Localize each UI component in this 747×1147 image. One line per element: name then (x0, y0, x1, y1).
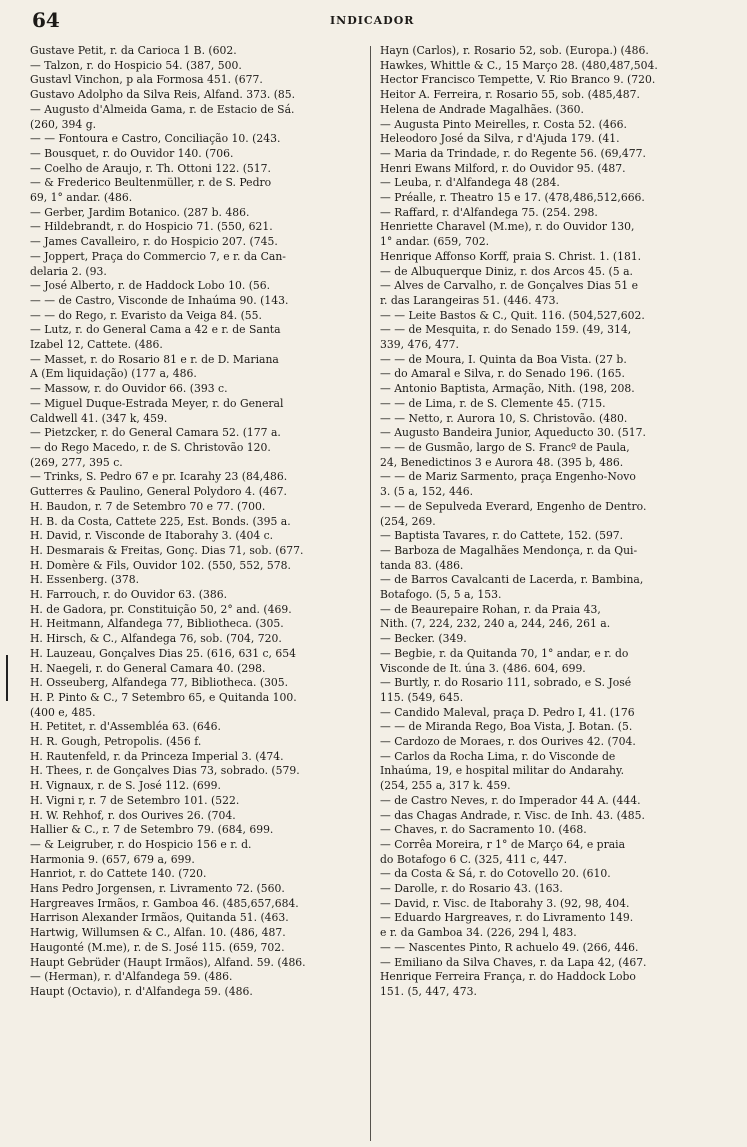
directory-entry: — Leuba, r. d'Alfandega 48 (284. (380, 176, 560, 190)
directory-entry: — Maria da Trindade, r. do Regente 56. (69,477. (380, 146, 646, 160)
directory-entry: H. Farrouch, r. do Ouvidor 63. (386. (30, 588, 228, 602)
directory-entry: H. W. Rehhof, r. dos Ourives 26. (704. (30, 808, 236, 822)
directory-entry: — Carlos da Rocha Lima, r. do Visconde de (380, 749, 616, 763)
directory-entry: Helena de Andrade Magalhães. (360. (380, 102, 584, 116)
directory-entry: — Augusto Bandeira Junior, Aqueducto 30. (517. (380, 426, 646, 440)
directory-entry: — & Leigruber, r. do Hospicio 156 e r. d. (30, 837, 252, 851)
directory-entry: H. Rautenfeld, r. da Princeza Imperial 3. (474. (30, 749, 284, 763)
directory-entry: — & Frederico Beultenmüller, r. de S. Pedro (30, 176, 272, 190)
directory-entry: Gutterres & Paulino, General Polydoro 4. (467. (30, 485, 287, 499)
directory-entry: — Alves de Carvalho, r. de Gonçalves Dias 51 e (380, 279, 638, 293)
directory-entry: Henri Ewans Milford, r. do Ouvidor 95. (487. (380, 161, 626, 175)
directory-entry: delaria 2. (93. (30, 264, 107, 278)
directory-entry: — — de Gusmão, largo de S. Francº de Paula, (380, 440, 630, 454)
directory-entry: — Bousquet, r. do Ouvidor 140. (706. (30, 146, 234, 160)
directory-entry: H. B. da Costa, Cattete 225, Est. Bonds. (395 a. (30, 514, 291, 528)
directory-entry: 115. (549, 645. (380, 690, 464, 704)
directory-entry: — Eduardo Hargreaves, r. do Livramento 149. (380, 911, 634, 925)
directory-entry: — Pietzcker, r. do General Camara 52. (177 a. (30, 426, 281, 440)
directory-entry: — Chaves, r. do Sacramento 10. (468. (380, 823, 587, 837)
directory-entry: — da Costa & Sá, r. do Cotovello 20. (610. (380, 867, 611, 881)
directory-entry: H. Lauzeau, Gonçalves Dias 25. (616, 631 c, 654 (30, 646, 297, 660)
directory-entry: — Miguel Duque-Estrada Meyer, r. do General (30, 396, 284, 410)
directory-entry: — Massow, r. do Ouvidor 66. (393 c. (30, 382, 228, 396)
margin-mark (6, 655, 8, 701)
running-head: INDICADOR (330, 14, 415, 27)
directory-entry: H. P. Pinto & C., 7 Setembro 65, e Quitanda 100. (30, 690, 297, 704)
directory-entry: — Raffard, r. d'Alfandega 75. (254. 298. (380, 205, 598, 219)
directory-entry: — — Nascentes Pinto, R achuelo 49. (266, 446. (380, 940, 639, 954)
directory-entry: H. Osseuberg, Alfandega 77, Bibliotheca. (305. (30, 676, 289, 690)
directory-entry: — Trinks, S. Pedro 67 e pr. Icarahy 23 (84,486. (30, 470, 288, 484)
directory-entry: — Emiliano da Silva Chaves, r. da Lapa 42, (467. (380, 955, 647, 969)
directory-entry: — de Castro Neves, r. do Imperador 44 A. (444. (380, 793, 641, 807)
directory-entry: H. Heitmann, Alfandega 77, Bibliotheca. (305. (30, 617, 284, 631)
directory-entry: Heitor A. Ferreira, r. Rosario 55, sob. (485,487. (380, 88, 640, 102)
directory-entry: Haupt Gebrüder (Haupt Irmãos), Alfand. 59. (486. (30, 955, 306, 969)
directory-entry: H. Naegeli, r. do General Camara 40. (298. (30, 661, 266, 675)
directory-entry: H. Hirsch, & C., Alfandega 76, sob. (704, 720. (30, 632, 282, 646)
directory-entry: — José Alberto, r. de Haddock Lobo 10. (56. (30, 279, 271, 293)
directory-entry: — — de Mariz Sarmento, praça Engenho-Novo (380, 470, 636, 484)
directory-entry: Harmonia 9. (657, 679 a, 699. (30, 852, 195, 866)
directory-entry: — do Rego Macedo, r. de S. Christovão 120. (30, 440, 271, 454)
directory-entry: H. R. Gough, Petropolis. (456 f. (30, 735, 202, 749)
directory-entry: H. de Gadora, pr. Constituição 50, 2° and. (469. (30, 602, 292, 616)
directory-entry: A (Em liquidação) (177 a, 486. (30, 367, 197, 381)
directory-entry: H. Vigni r, r. 7 de Setembro 101. (522. (30, 793, 240, 807)
directory-entry: — — de Miranda Rego, Boa Vista, J. Botan. (5. (380, 720, 633, 734)
directory-entry: Henrique Ferreira França, r. do Haddock Lobo (380, 970, 636, 984)
directory-entry: — Masset, r. do Rosario 81 e r. de D. Mariana (30, 352, 279, 366)
directory-entry: 339, 476, 477. (380, 338, 459, 352)
directory-entry: Hargreaves Irmãos, r. Gamboa 46. (485,657,684. (30, 896, 299, 910)
directory-entry: — (Herman), r. d'Alfandega 59. (486. (30, 970, 233, 984)
directory-entry: — — de Castro, Visconde de Inhaúma 90. (143. (30, 293, 289, 307)
directory-entry: 151. (5, 447, 473. (380, 985, 477, 998)
directory-entry: tanda 83. (486. (380, 558, 464, 572)
directory-entry: H. Desmarais & Freitas, Gonç. Dias 71, sob. (677. (30, 543, 304, 557)
left-column (30, 44, 364, 1000)
directory-entry: — — de Moura, I. Quinta da Boa Vista. (27 b. (380, 352, 627, 366)
page-header (30, 4, 727, 38)
directory-entry: H. Thees, r. de Gonçalves Dias 73, sobrado. (579. (30, 764, 300, 778)
directory-entry: — Cardozo de Moraes, r. dos Ourives 42. (704. (380, 735, 636, 749)
directory-entry: — Baptista Tavares, r. do Cattete, 152. (597. (380, 529, 624, 543)
directory-entry: H. Baudon, r. 7 de Setembro 70 e 77. (700. (30, 499, 266, 513)
directory-entry: — Begbie, r. da Quitanda 70, 1° andar, e r. do (380, 646, 629, 660)
directory-entry: e r. da Gamboa 34. (226, 294 l, 483. (380, 926, 577, 940)
directory-entry: H. Petitet, r. d'Assembléa 63. (646. (30, 720, 221, 734)
directory-entry: H. Essenberg. (378. (30, 573, 140, 587)
directory-entry: Henriette Charavel (M.me), r. do Ouvidor 130, (380, 220, 635, 234)
directory-entry: — — Leite Bastos & C., Quit. 116. (504,527,602. (380, 308, 645, 322)
directory-entry: Hayn (Carlos), r. Rosario 52, sob. (Europa.) (486. (380, 44, 649, 57)
directory-entry: Henrique Affonso Korff, praia S. Christ. 1. (181. (380, 249, 642, 263)
directory-entry: H. David, r. Visconde de Itaborahy 3. (404 c. (30, 529, 274, 543)
directory-entry: Hans Pedro Jorgensen, r. Livramento 72. (560. (30, 882, 285, 896)
directory-entry: Caldwell 41. (347 k, 459. (30, 411, 168, 425)
directory-entry: Heleodoro José da Silva, r d'Ajuda 179. (41. (380, 132, 620, 146)
directory-entry: — Augusto d'Almeida Gama, r. de Estacio de Sá. (30, 102, 295, 116)
directory-entry: 3. (5 a, 152, 446. (380, 485, 474, 499)
directory-entry: — Gerber, Jardim Botanico. (287 b. 486. (30, 205, 250, 219)
directory-entry: (260, 394 g. (30, 117, 97, 131)
directory-entry: r. das Larangeiras 51. (446. 473. (380, 293, 559, 307)
directory-entry: — Corrêa Moreira, r 1° de Março 64, e praia (380, 837, 626, 851)
directory-entry: Harrison Alexander Irmãos, Quitanda 51. (463. (30, 911, 289, 925)
directory-entry: — Burtly, r. do Rosario 111, sobrado, e S. José (380, 676, 632, 690)
directory-entry: — de Beaurepaire Rohan, r. da Praia 43, (380, 602, 601, 616)
page-number: 64 (32, 8, 60, 32)
directory-entry: Gustavo Adolpho da Silva Reis, Alfand. 373. (85. (30, 88, 296, 102)
directory-entry: — Antonio Baptista, Armação, Nith. (198, 208. (380, 382, 635, 396)
directory-entry: Hawkes, Whittle & C., 15 Março 28. (480,487,504. (380, 58, 658, 72)
directory-entry: Gustave Petit, r. da Carioca 1 B. (602. (30, 44, 237, 57)
directory-entry: — Barboza de Magalhães Mendonça, r. da Qui- (380, 543, 638, 557)
directory-entry: (254, 269. (380, 514, 436, 528)
directory-entry: Gustavl Vinchon, p ala Formosa 451. (677. (30, 73, 263, 87)
directory-entry: — — do Rego, r. Evaristo da Veiga 84. (55. (30, 308, 262, 322)
directory-entry: — Préalle, r. Theatro 15 e 17. (478,486,512,666. (380, 191, 645, 205)
directory-entry: — — de Sepulveda Everard, Engenho de Dentro. (380, 499, 647, 513)
directory-entry: 24, Benedictinos 3 e Aurora 48. (395 b, 486. (380, 455, 624, 469)
directory-entry: Izabel 12, Cattete. (486. (30, 338, 163, 352)
directory-entry: Visconde de It. úna 3. (486. 604, 699. (380, 661, 586, 675)
directory-entry: — de Albuquerque Diniz, r. dos Arcos 45. (5 a. (380, 264, 633, 278)
directory-entry: (254, 255 a, 317 k. 459. (380, 779, 511, 793)
directory-entry: — Becker. (349. (380, 632, 467, 646)
directory-entry: — — de Lima, r. de S. Clemente 45. (715. (380, 396, 606, 410)
directory-entry: 1° andar. (659, 702. (380, 235, 490, 249)
directory-entry: 69, 1° andar. (486. (30, 191, 133, 205)
directory-entry: — do Amaral e Silva, r. do Senado 196. (165. (380, 367, 625, 381)
directory-entry: — Augusta Pinto Meirelles, r. Costa 52. (466. (380, 117, 627, 131)
directory-entry: — das Chagas Andrade, r. Visc. de Inh. 43. (485. (380, 808, 645, 822)
directory-entry: Inhaúma, 19, e hospital militar do Andarahy. (380, 764, 625, 778)
directory-entry: — James Cavalleiro, r. do Hospicio 207. (745. (30, 235, 278, 249)
directory-entry: — Joppert, Praça do Commercio 7, e r. da Can- (30, 249, 286, 263)
directory-entry: — — Fontoura e Castro, Conciliação 10. (243. (30, 132, 281, 146)
directory-entry: — Candido Maleval, praça D. Pedro I, 41. (176 (380, 705, 635, 719)
directory-entry: Hector Francisco Tempette, V. Rio Branco 9. (720. (380, 73, 656, 87)
directory-entry: Hallier & C., r. 7 de Setembro 79. (684, 699. (30, 823, 274, 837)
directory-entry: Hanriot, r. do Cattete 140. (720. (30, 867, 207, 881)
directory-entry: — de Barros Cavalcanti de Lacerda, r. Bambina, (380, 573, 644, 587)
directory-entry: Nith. (7, 224, 232, 240 a, 244, 246, 261 a. (380, 617, 611, 631)
directory-entry: — — de Mesquita, r. do Senado 159. (49, 314, (380, 323, 632, 337)
directory-entry: Botafogo. (5, 5 a, 153. (380, 588, 502, 602)
directory-entry: — David, r. Visc. de Itaborahy 3. (92, 98, 404. (380, 896, 630, 910)
directory-entry: Hartwig, Willumsen & C., Alfan. 10. (486, 487. (30, 926, 286, 940)
directory-entry: — Coelho de Araujo, r. Th. Ottoni 122. (517. (30, 161, 271, 175)
directory-entry: — — Netto, r. Aurora 10, S. Christovão. (480. (380, 411, 628, 425)
directory-entry: H. Domère & Fils, Ouvidor 102. (550, 552, 578. (30, 558, 291, 572)
directory-entry: (269, 277, 395 c. (30, 455, 123, 469)
directory-entry: Haupt (Octavio), r. d'Alfandega 59. (486. (30, 985, 253, 998)
directory-entry: — Hildebrandt, r. do Hospicio 71. (550, 621. (30, 220, 273, 234)
directory-columns (30, 44, 727, 1144)
directory-entry: do Botafogo 6 C. (325, 411 c, 447. (380, 852, 568, 866)
directory-entry: H. Vignaux, r. de S. José 112. (699. (30, 779, 221, 793)
directory-entry: — Lutz, r. do General Cama a 42 e r. de Santa (30, 323, 281, 337)
right-column (380, 44, 714, 1000)
directory-entry: — Darolle, r. do Rosario 43. (163. (380, 882, 563, 896)
directory-entry: (400 e, 485. (30, 705, 96, 719)
directory-entry: Haugonté (M.me), r. de S. José 115. (659, 702. (30, 940, 285, 954)
directory-entry: — Talzon, r. do Hospicio 54. (387, 500. (30, 58, 242, 72)
column-divider (370, 46, 371, 1141)
